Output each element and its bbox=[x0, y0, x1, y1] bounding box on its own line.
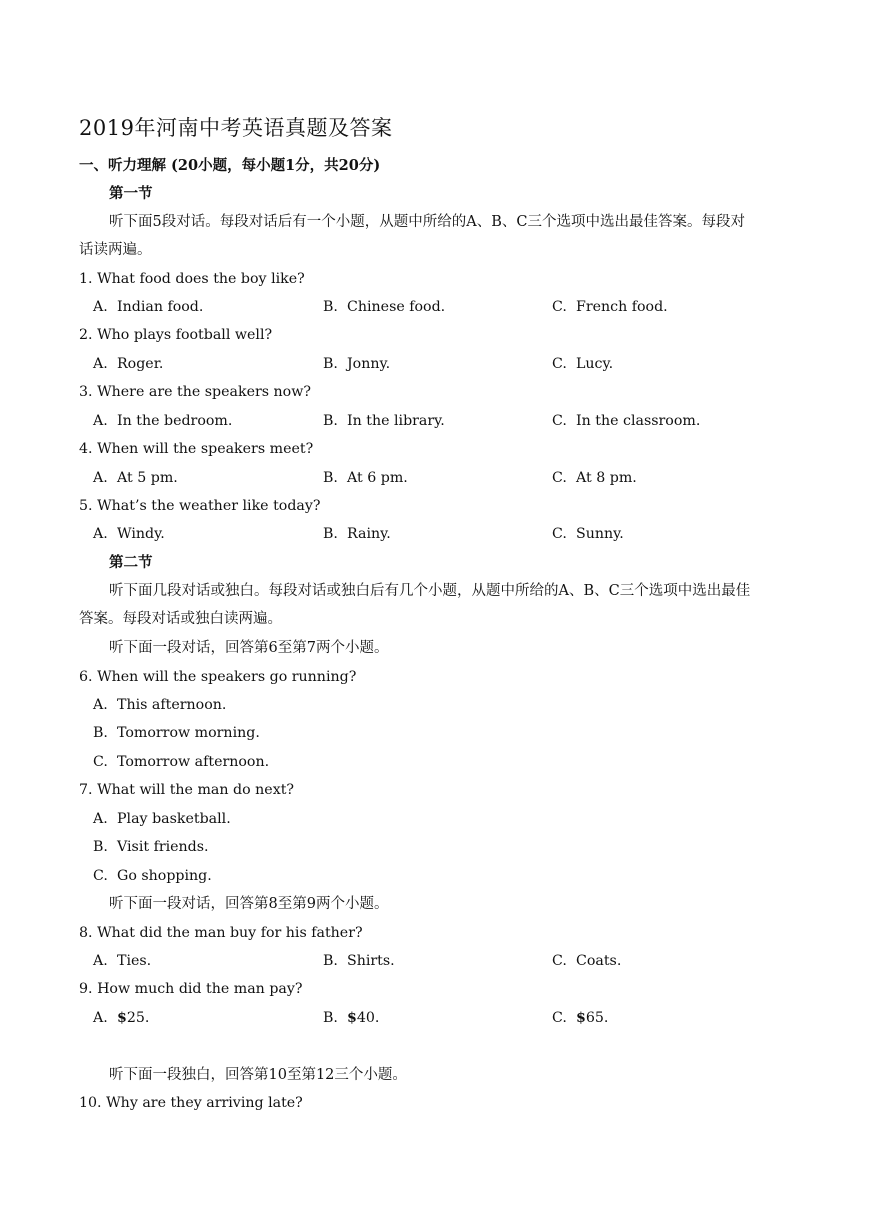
option-c: C. Coats. bbox=[552, 953, 622, 969]
option-b: B. Chinese food. bbox=[323, 299, 446, 315]
question-2 bbox=[79, 325, 272, 345]
section-heading-listening: 一、听力理解 (20小题，每小题1分，共20分) bbox=[79, 157, 381, 174]
question-8 bbox=[79, 923, 363, 943]
question-1 bbox=[79, 269, 305, 289]
option-a: A. In the bedroom. bbox=[93, 413, 233, 429]
question-number: 4. bbox=[79, 441, 93, 457]
question-text: Why are they arriving late? bbox=[106, 1095, 303, 1111]
option-b: B. Jonny. bbox=[323, 356, 391, 372]
option-a: A. At 5 pm. bbox=[93, 470, 178, 486]
question-7 bbox=[79, 780, 294, 800]
document-title: 2019年河南中考英语真题及答案 bbox=[79, 116, 393, 140]
question-9 bbox=[79, 979, 303, 999]
question-text: How much did the man pay? bbox=[97, 981, 303, 997]
part2-instructions-line2: 答案。每段对话或独白读两遍。 bbox=[79, 611, 282, 627]
option-b: B. Rainy. bbox=[323, 526, 391, 542]
question-text: What’s the weather like today? bbox=[97, 498, 321, 514]
question-number: 2. bbox=[79, 327, 93, 343]
question-10 bbox=[79, 1093, 303, 1113]
question-text: What will the man do next? bbox=[97, 782, 294, 798]
question-4 bbox=[79, 439, 313, 459]
dollar-sign: $ bbox=[347, 1010, 357, 1026]
question-text: What food does the boy like? bbox=[97, 271, 305, 287]
option-a: A. Windy. bbox=[93, 526, 165, 542]
option-c: C. At 8 pm. bbox=[552, 470, 637, 486]
question-number: 5. bbox=[79, 498, 93, 514]
question-6 bbox=[79, 667, 356, 687]
question-text: Where are the speakers now? bbox=[97, 384, 311, 400]
question-number: 9. bbox=[79, 981, 93, 997]
option-c: C. In the classroom. bbox=[552, 413, 701, 429]
option-a: A. $25. bbox=[93, 1010, 150, 1026]
question-number: 10. bbox=[79, 1095, 102, 1111]
question-number: 8. bbox=[79, 925, 93, 941]
option-c: C. $65. bbox=[552, 1010, 609, 1026]
option-c: C. Sunny. bbox=[552, 526, 624, 542]
option-b: B. Tomorrow morning. bbox=[93, 725, 260, 741]
option-c: C. French food. bbox=[552, 299, 668, 315]
option-b: B. At 6 pm. bbox=[323, 470, 408, 486]
part1-instructions-line1: 听下面5段对话。每段对话后有一个小题，从题中所给的A、B、C三个选项中选出最佳答案。每段对 bbox=[109, 214, 745, 230]
dialog1-intro: 听下面一段对话，回答第6至第7两个小题。 bbox=[109, 640, 389, 656]
part1-heading: 第一节 bbox=[109, 185, 153, 202]
part1-instructions-line2: 话读两遍。 bbox=[79, 242, 152, 258]
question-number: 1. bbox=[79, 271, 93, 287]
option-a: A. Play basketball. bbox=[93, 811, 231, 827]
question-5 bbox=[79, 496, 321, 516]
option-a: A. Roger. bbox=[93, 356, 164, 372]
question-number: 6. bbox=[79, 669, 93, 685]
question-text: When will the speakers meet? bbox=[97, 441, 314, 457]
monologue-intro: 听下面一段独白，回答第10至第12三个小题。 bbox=[109, 1067, 407, 1083]
option-c: C. Tomorrow afternoon. bbox=[93, 754, 270, 770]
option-b: B. $40. bbox=[323, 1010, 380, 1026]
option-c: C. Go shopping. bbox=[93, 868, 212, 884]
question-text: Who plays football well? bbox=[97, 327, 273, 343]
question-number: 7. bbox=[79, 782, 93, 798]
question-text: When will the speakers go running? bbox=[97, 669, 357, 685]
dollar-sign: $ bbox=[117, 1010, 127, 1026]
option-a: A. This afternoon. bbox=[93, 697, 227, 713]
dollar-sign: $ bbox=[576, 1010, 586, 1026]
question-3 bbox=[79, 382, 311, 402]
option-b: B. Visit friends. bbox=[93, 839, 209, 855]
question-number: 3. bbox=[79, 384, 93, 400]
dialog2-intro: 听下面一段对话，回答第8至第9两个小题。 bbox=[109, 896, 389, 912]
option-c: C. Lucy. bbox=[552, 356, 614, 372]
question-text: What did the man buy for his father? bbox=[97, 925, 363, 941]
option-a: A. Indian food. bbox=[93, 299, 204, 315]
part2-heading: 第二节 bbox=[109, 554, 153, 571]
option-b: B. In the library. bbox=[323, 413, 445, 429]
part2-instructions-line1: 听下面几段对话或独白。每段对话或独白后有几个小题，从题中所给的A、B、C三个选项中选出最佳 bbox=[109, 583, 751, 599]
option-b: B. Shirts. bbox=[323, 953, 395, 969]
option-a: A. Ties. bbox=[93, 953, 152, 969]
